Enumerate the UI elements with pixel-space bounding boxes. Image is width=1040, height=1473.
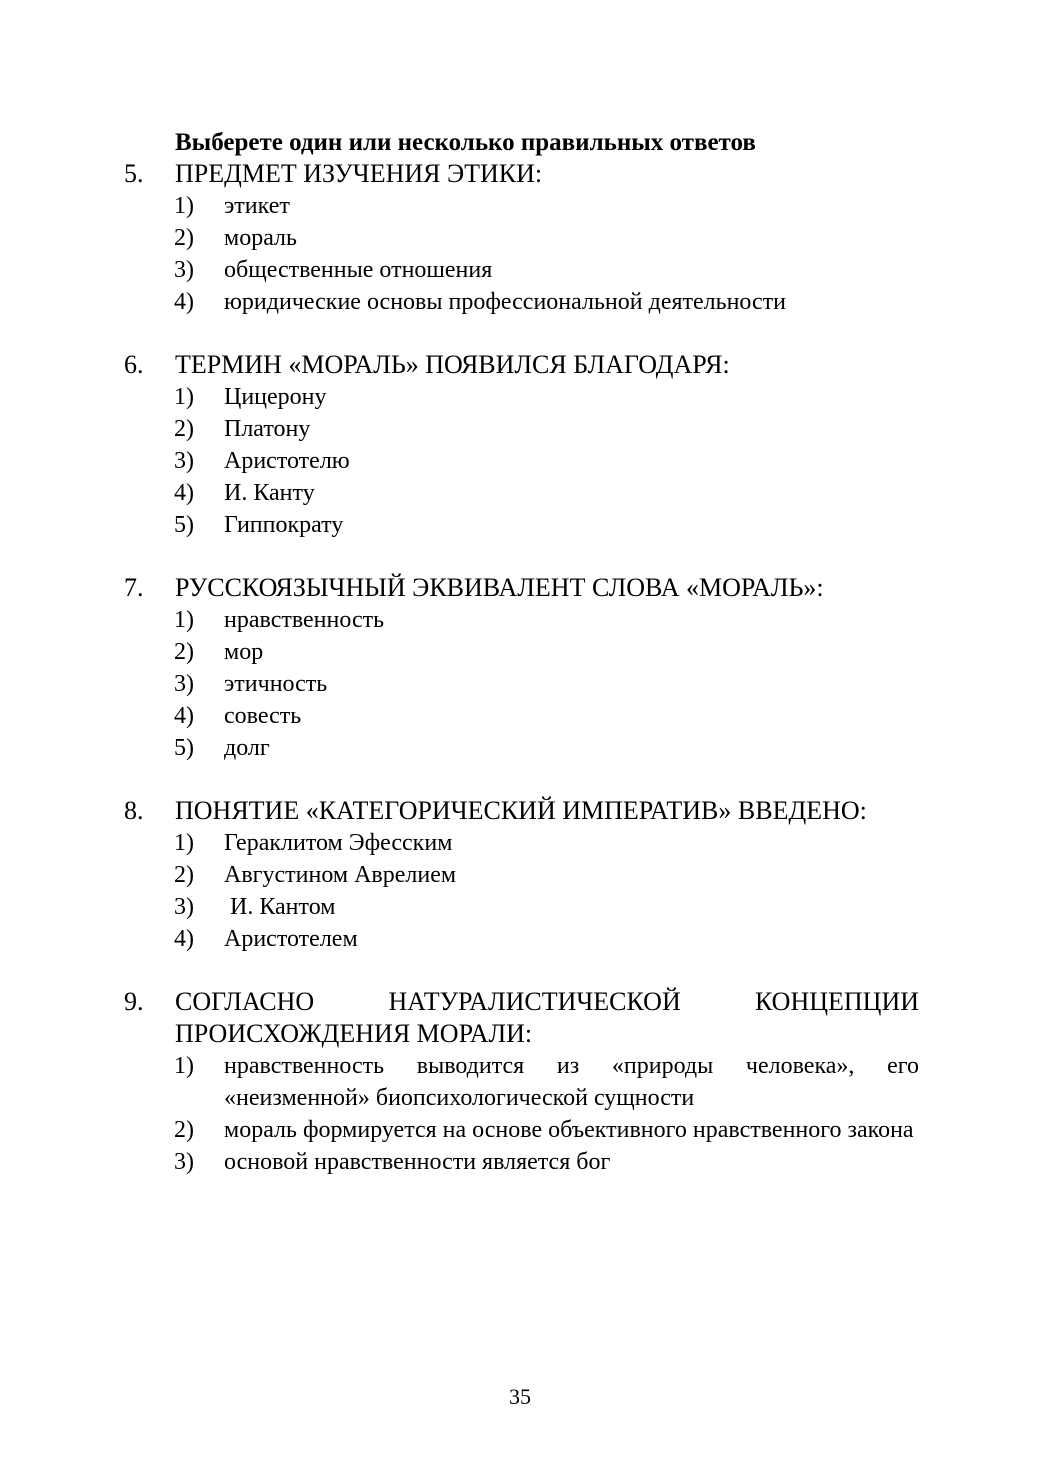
answer-option xyxy=(174,286,919,318)
option-number: 3) xyxy=(174,448,194,474)
option-text: И. Кантом xyxy=(224,894,336,920)
answer-option xyxy=(174,190,919,222)
question-text: ПОНЯТИЕ «КАТЕГОРИЧЕСКИЙ ИМПЕРАТИВ» ВВЕДЕНО: xyxy=(175,796,867,825)
option-text: долг xyxy=(224,735,270,761)
instruction-heading: Выберете один или несколько правильных ответов xyxy=(175,129,756,156)
option-number: 1) xyxy=(174,830,194,856)
option-number: 4) xyxy=(174,480,194,506)
answer-option xyxy=(174,477,919,509)
page-number: 35 xyxy=(509,1384,531,1409)
answer-options xyxy=(124,381,919,541)
answer-option xyxy=(174,1146,919,1178)
option-text: мораль формируется на основе объективного нравственного закона xyxy=(224,1117,914,1143)
option-text: Гиппократу xyxy=(224,512,344,538)
option-text: И. Канту xyxy=(224,480,315,506)
option-text: Аристотелем xyxy=(224,926,358,952)
option-text: нравственность выводится из «природы человека», его «неизменной» биопсихологической сущности xyxy=(224,1053,925,1111)
option-number: 2) xyxy=(174,639,194,665)
question-text: РУССКОЯЗЫЧНЫЙ ЭКВИВАЛЕНТ СЛОВА «МОРАЛЬ»: xyxy=(175,573,824,602)
option-number: 1) xyxy=(174,193,194,219)
option-number: 2) xyxy=(174,862,194,888)
option-number: 4) xyxy=(174,703,194,729)
question-text: ТЕРМИН «МОРАЛЬ» ПОЯВИЛСЯ БЛАГОДАРЯ: xyxy=(175,350,730,379)
answer-option xyxy=(174,732,919,764)
question-6 xyxy=(124,349,919,541)
question-header xyxy=(124,986,919,1050)
option-text: Платону xyxy=(224,416,311,442)
question-7 xyxy=(124,572,919,764)
answer-option xyxy=(174,413,919,445)
option-text: основой нравственности является бог xyxy=(224,1149,611,1175)
question-text: ПРЕДМЕТ ИЗУЧЕНИЯ ЭТИКИ: xyxy=(175,159,543,188)
question-number: 9. xyxy=(124,987,144,1016)
option-number: 3) xyxy=(174,1149,194,1175)
answer-options xyxy=(124,1050,925,1178)
option-number: 4) xyxy=(174,926,194,952)
answer-option xyxy=(174,923,919,955)
option-text: мораль xyxy=(224,225,297,251)
question-number: 6. xyxy=(124,350,144,379)
option-text: этичность xyxy=(224,671,328,697)
answer-option xyxy=(174,859,919,891)
answer-option xyxy=(174,445,919,477)
question-header xyxy=(124,158,919,190)
question-9 xyxy=(124,986,925,1178)
option-number: 3) xyxy=(174,894,194,920)
question-list xyxy=(124,158,925,1209)
option-number: 3) xyxy=(174,671,194,697)
answer-option xyxy=(174,381,919,413)
option-number: 5) xyxy=(174,735,194,761)
answer-option xyxy=(174,1114,919,1146)
answer-option xyxy=(174,668,919,700)
answer-option xyxy=(174,509,919,541)
option-number: 2) xyxy=(174,1117,194,1143)
question-header xyxy=(124,349,919,381)
option-text: Цицерону xyxy=(224,384,327,410)
question-5 xyxy=(124,158,919,318)
option-number: 4) xyxy=(174,289,194,315)
question-number: 8. xyxy=(124,796,144,825)
option-number: 1) xyxy=(174,384,194,410)
option-number: 2) xyxy=(174,225,194,251)
option-number: 1) xyxy=(174,1053,194,1079)
option-text: мор xyxy=(224,639,264,665)
answer-option xyxy=(174,1050,925,1114)
answer-option xyxy=(174,891,919,923)
answer-option xyxy=(174,700,919,732)
option-text: совесть xyxy=(224,703,302,729)
answer-options xyxy=(124,190,919,318)
answer-options xyxy=(124,604,919,764)
option-number: 5) xyxy=(174,512,194,538)
question-8 xyxy=(124,795,919,955)
answer-option xyxy=(174,636,919,668)
answer-options xyxy=(124,827,919,955)
question-header xyxy=(124,572,919,604)
question-header xyxy=(124,795,919,827)
option-text: нравственность xyxy=(224,607,385,633)
answer-option xyxy=(174,827,919,859)
answer-option xyxy=(174,604,919,636)
answer-option xyxy=(174,222,919,254)
option-text: Августином Аврелием xyxy=(224,862,457,888)
question-text: СОГЛАСНО НАТУРАЛИСТИЧЕСКОЙ КОНЦЕПЦИИ ПРОИСХОЖДЕНИЯ МОРАЛИ: xyxy=(175,987,919,1048)
option-number: 2) xyxy=(174,416,194,442)
option-text: Гераклитом Эфесским xyxy=(224,830,453,856)
answer-option xyxy=(174,254,919,286)
option-text: юридические основы профессиональной деятельности xyxy=(224,289,787,315)
question-number: 5. xyxy=(124,159,144,188)
option-text: этикет xyxy=(224,193,290,219)
question-number: 7. xyxy=(124,573,144,602)
option-number: 3) xyxy=(174,257,194,283)
option-text: Аристотелю xyxy=(224,448,350,474)
option-text: общественные отношения xyxy=(224,257,493,283)
option-number: 1) xyxy=(174,607,194,633)
